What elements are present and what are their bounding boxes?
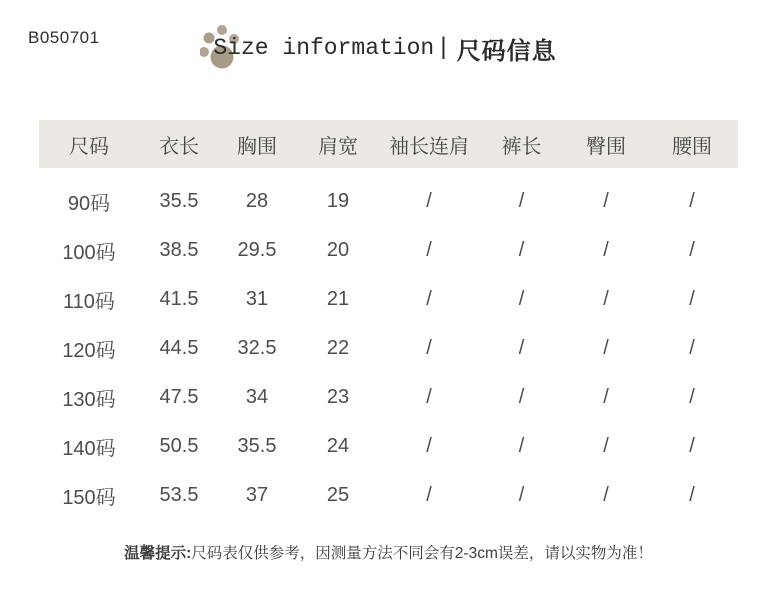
- measure-cell: /: [689, 190, 695, 212]
- size-label-cell: 110码: [63, 291, 115, 313]
- measure-cell: 23: [326, 386, 350, 408]
- measure-cell: /: [603, 484, 609, 506]
- measure-cell: /: [426, 190, 432, 212]
- header-cell: 衣长: [159, 135, 199, 158]
- measure-cell: 35.5: [159, 190, 199, 212]
- measure-cell: 53.5: [159, 484, 199, 506]
- measure-cell: /: [426, 288, 432, 310]
- size-label-cell: 100码: [62, 242, 116, 264]
- size-label-cell: 130码: [62, 389, 116, 411]
- measure-cell: 20: [326, 239, 350, 261]
- measure-cell: /: [518, 288, 525, 310]
- measure-cell: /: [689, 386, 695, 408]
- note-label: 温馨提示:: [124, 545, 192, 562]
- size-table: [39, 120, 738, 520]
- measure-cell: /: [689, 337, 695, 359]
- measure-cell: 22: [326, 337, 350, 359]
- header-cell: 臀围: [586, 135, 626, 158]
- measure-cell: /: [689, 484, 695, 506]
- header-cell: 裤长: [501, 135, 542, 158]
- measure-cell: 29.5: [237, 239, 277, 261]
- title-chinese: 尺码信息: [456, 37, 557, 65]
- measure-cell: /: [426, 239, 432, 261]
- measure-cell: /: [603, 337, 609, 359]
- measure-cell: /: [518, 386, 525, 408]
- measure-cell: 37: [245, 484, 269, 506]
- measure-cell: 21: [326, 288, 350, 310]
- table-row: [39, 373, 738, 422]
- measure-cell: /: [518, 239, 525, 261]
- measure-cell: /: [518, 435, 525, 457]
- table-body: [39, 177, 738, 520]
- measure-cell: 38.5: [159, 239, 199, 261]
- title-english: Size information: [213, 35, 435, 61]
- header-cell: 尺码: [69, 135, 109, 158]
- size-label-cell: 120码: [62, 340, 116, 362]
- measure-cell: /: [518, 190, 525, 212]
- size-label-cell: 90码: [67, 193, 111, 215]
- measure-cell: /: [603, 239, 609, 261]
- measure-cell: /: [603, 288, 609, 310]
- measure-cell: /: [603, 386, 609, 408]
- measure-cell: /: [426, 484, 432, 506]
- measure-cell: 28: [245, 190, 269, 212]
- measure-cell: /: [689, 288, 695, 310]
- measure-cell: 50.5: [159, 435, 199, 457]
- table-row: [39, 471, 738, 520]
- header-cell: 肩宽: [318, 135, 358, 158]
- table-row: [39, 275, 738, 324]
- header-cell: 袖长连肩: [389, 135, 469, 158]
- measure-cell: 35.5: [237, 435, 277, 457]
- table-row: [39, 324, 738, 373]
- measure-cell: /: [518, 337, 525, 359]
- measure-cell: /: [518, 484, 525, 506]
- measure-cell: /: [426, 435, 432, 457]
- measure-cell: /: [689, 435, 695, 457]
- measure-cell: 25: [326, 484, 350, 506]
- header-cell: 胸围: [237, 135, 277, 158]
- table-row: [39, 177, 738, 226]
- size-note: [39, 541, 738, 563]
- header-cell: 腰围: [672, 135, 712, 158]
- title-divider: |: [436, 34, 451, 62]
- measure-cell: 47.5: [159, 386, 199, 408]
- table-header-row: [39, 120, 738, 168]
- size-label-cell: 150码: [62, 487, 116, 509]
- size-label-cell: 140码: [62, 438, 116, 460]
- measure-cell: 41.5: [159, 288, 199, 310]
- measure-cell: 34: [245, 386, 269, 408]
- measure-cell: /: [426, 386, 432, 408]
- measure-cell: /: [689, 239, 695, 261]
- note-text: 尺码表仅供参考，因测量方法不同会有2-3cm误差，请以实物为准！: [191, 545, 653, 562]
- page-title: [0, 24, 757, 72]
- product-code: B050701: [28, 28, 100, 47]
- measure-cell: 24: [326, 435, 350, 457]
- measure-cell: /: [603, 190, 609, 212]
- measure-cell: 19: [326, 190, 350, 212]
- measure-cell: /: [426, 337, 432, 359]
- table-row: [39, 422, 738, 471]
- measure-cell: 31: [245, 288, 269, 310]
- measure-cell: 32.5: [237, 337, 277, 359]
- table-row: [39, 226, 738, 275]
- measure-cell: /: [603, 435, 609, 457]
- measure-cell: 44.5: [159, 337, 199, 359]
